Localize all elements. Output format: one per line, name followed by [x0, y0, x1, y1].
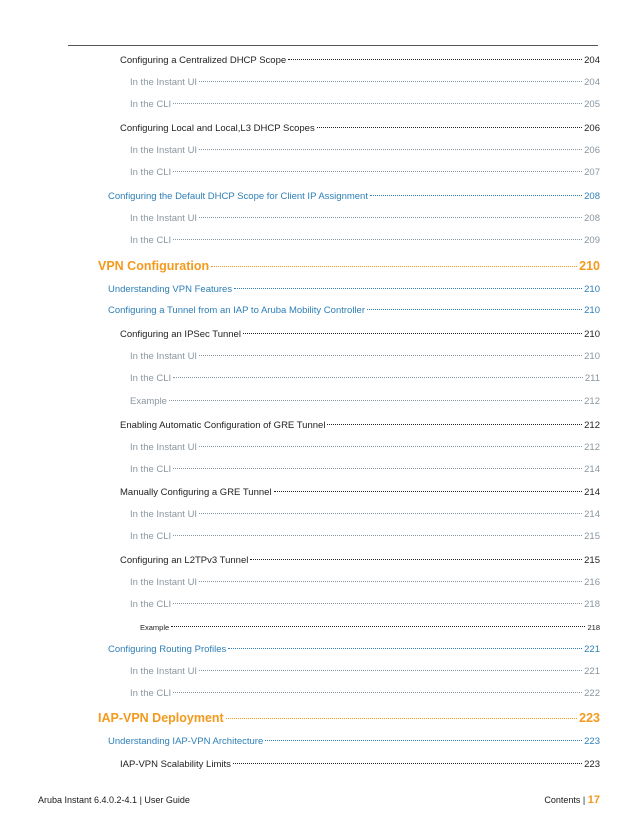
toc-entry-title: In the CLI: [130, 235, 172, 246]
toc-entry[interactable]: [130, 165, 600, 181]
toc-entry[interactable]: [130, 529, 600, 545]
toc-entry[interactable]: [120, 53, 600, 69]
toc-leader: [199, 354, 582, 356]
toc-leader: [173, 534, 582, 536]
toc-entry-page: 218: [584, 599, 600, 610]
toc-entry[interactable]: [130, 686, 600, 702]
toc-leader: [211, 265, 577, 267]
toc-entry-page: 207: [584, 167, 600, 178]
toc-entry-page: 212: [584, 420, 600, 431]
toc-entry[interactable]: [130, 233, 600, 249]
toc-leader: [370, 194, 582, 196]
toc-entry[interactable]: [130, 394, 600, 410]
toc-entry-page: 205: [584, 99, 600, 110]
toc-entry-title: IAP-VPN Deployment: [98, 711, 224, 725]
toc-leader: [199, 216, 582, 218]
toc-entry-page: 223: [584, 759, 600, 770]
toc-leader: [199, 148, 582, 150]
toc-leader: [173, 170, 582, 172]
toc-entry-page: 221: [584, 644, 600, 655]
toc-entry-page: 210: [584, 305, 600, 316]
page-footer: [38, 794, 600, 806]
toc-entry-title: In the CLI: [130, 99, 172, 110]
header-rule: [68, 45, 598, 46]
toc-entry-page: 208: [584, 191, 600, 202]
toc-entry-title: In the CLI: [130, 688, 172, 699]
toc-entry-page: 221: [584, 666, 600, 677]
toc-entry-page: 223: [584, 736, 600, 747]
toc-entry[interactable]: [120, 327, 600, 343]
toc-entry-page: 210: [584, 284, 600, 295]
toc-entry[interactable]: [140, 620, 600, 636]
toc-entry-page: 211: [584, 373, 600, 384]
toc-entry-page: 209: [584, 235, 600, 246]
toc-leader: [243, 332, 582, 334]
toc-leader: [173, 102, 582, 104]
toc-entry-page: 222: [584, 688, 600, 699]
toc-entry-page: 206: [584, 123, 600, 134]
toc-leader: [173, 238, 582, 240]
toc-entry-page: 212: [584, 396, 600, 407]
toc-entry[interactable]: [120, 485, 600, 501]
footer-contents-label: Contents |: [544, 795, 586, 805]
toc-entry[interactable]: [108, 642, 600, 658]
toc-entry-title: In the CLI: [130, 167, 172, 178]
toc-entry-page: 204: [584, 77, 600, 88]
toc-entry-page: 216: [584, 577, 600, 588]
toc-entry-title: Configuring Local and Local,L3 DHCP Scopes: [120, 123, 315, 134]
toc-entry-title: In the Instant UI: [130, 577, 198, 588]
toc-entry-title: Enabling Automatic Configuration of GRE Tunnel: [120, 420, 326, 431]
toc-leader: [226, 717, 577, 719]
toc-entry[interactable]: [108, 282, 600, 298]
toc-leader: [367, 308, 582, 310]
toc-chapter-entry[interactable]: [98, 710, 600, 726]
toc-leader: [199, 512, 582, 514]
toc-entry[interactable]: [108, 734, 600, 750]
toc-entry[interactable]: [108, 189, 600, 205]
toc-entry-title: Understanding IAP-VPN Architecture: [108, 736, 264, 747]
toc-entry-title: In the CLI: [130, 599, 172, 610]
toc-entry[interactable]: [130, 75, 600, 91]
toc-leader: [250, 558, 582, 560]
toc-entry[interactable]: [130, 507, 600, 523]
toc-entry-page: 210: [584, 351, 600, 362]
toc-entry-title: In the CLI: [130, 531, 172, 542]
toc-leader: [274, 490, 583, 492]
toc-entry-title: VPN Configuration: [98, 259, 210, 273]
toc-entry-title: In the Instant UI: [130, 442, 198, 453]
toc-entry-page: 204: [584, 55, 600, 66]
toc-entry-title: Configuring an IPSec Tunnel: [120, 329, 241, 340]
toc-leader: [169, 399, 582, 401]
toc-entry-page: 223: [579, 711, 600, 725]
toc-entry-page: 208: [584, 213, 600, 224]
toc-entry-title: In the Instant UI: [130, 77, 198, 88]
toc-entry-page: 218: [587, 623, 600, 632]
toc-leader: [173, 376, 583, 378]
toc-leader: [199, 580, 582, 582]
toc-leader: [317, 126, 582, 128]
toc-entry[interactable]: [130, 440, 600, 456]
toc-entry[interactable]: [130, 575, 600, 591]
toc-entry-title: In the Instant UI: [130, 666, 198, 677]
toc-entry[interactable]: [130, 664, 600, 680]
toc-entry-title: Configuring an L2TPv3 Tunnel: [120, 555, 249, 566]
toc-entry-title: In the Instant UI: [130, 351, 198, 362]
toc-leader: [173, 602, 582, 604]
toc-entry-title: In the CLI: [130, 464, 172, 475]
toc-leader: [199, 669, 582, 671]
toc-entry[interactable]: [130, 143, 600, 159]
toc-leader: [288, 58, 582, 60]
toc-leader: [228, 647, 582, 649]
toc-entry[interactable]: [120, 121, 600, 137]
toc-entry[interactable]: [120, 553, 600, 569]
toc-leader: [173, 691, 582, 693]
toc-entry[interactable]: [130, 349, 600, 365]
toc-leader: [327, 423, 582, 425]
toc-entry-title: Example: [130, 396, 167, 407]
footer-page-number: 17: [587, 794, 600, 806]
toc-leader: [171, 625, 585, 627]
footer-page-info: [544, 794, 600, 806]
toc-entry[interactable]: [130, 462, 600, 478]
toc-leader: [199, 445, 582, 447]
toc-leader: [199, 80, 582, 82]
toc-entry-title: Configuring Routing Profiles: [108, 644, 227, 655]
toc-entry[interactable]: [130, 597, 600, 613]
toc-entry-page: 214: [584, 487, 600, 498]
toc-entry-page: 210: [579, 259, 600, 273]
toc-leader: [233, 762, 582, 764]
toc-entry-title: In the Instant UI: [130, 213, 198, 224]
footer-doc-title: Aruba Instant 6.4.0.2-4.1 | User Guide: [38, 795, 190, 805]
toc-entry-title: IAP-VPN Scalability Limits: [120, 759, 231, 770]
toc-entry-title: In the Instant UI: [130, 509, 198, 520]
toc-entry-page: 215: [584, 555, 600, 566]
toc-entry-title: In the CLI: [130, 373, 172, 384]
toc-entry-page: 206: [584, 145, 600, 156]
toc-entry[interactable]: [120, 757, 600, 773]
toc-entry-title: Configuring the Default DHCP Scope for Client IP Assignment: [108, 191, 368, 202]
toc-entry-title: Example: [140, 623, 170, 632]
toc-entry-page: 210: [584, 329, 600, 340]
toc-entry-page: 212: [584, 442, 600, 453]
toc-entry-title: In the Instant UI: [130, 145, 198, 156]
toc-entry[interactable]: [130, 211, 600, 227]
toc-leader: [234, 287, 582, 289]
toc-chapter-entry[interactable]: [98, 258, 600, 274]
toc-entry-title: Understanding VPN Features: [108, 284, 233, 295]
toc-entry-page: 214: [584, 464, 600, 475]
toc-leader: [173, 467, 582, 469]
toc-entry-title: Configuring a Centralized DHCP Scope: [120, 55, 287, 66]
toc-entry-page: 215: [584, 531, 600, 542]
toc-entry-title: Manually Configuring a GRE Tunnel: [120, 487, 272, 498]
toc-entry[interactable]: [130, 97, 600, 113]
toc-entry-title: Configuring a Tunnel from an IAP to Aruba Mobility Controller: [108, 305, 365, 316]
toc-leader: [265, 739, 582, 741]
toc-entry-page: 214: [584, 509, 600, 520]
toc-entry[interactable]: [130, 371, 600, 387]
toc-entry[interactable]: [120, 418, 600, 434]
toc-entry[interactable]: [108, 303, 600, 319]
